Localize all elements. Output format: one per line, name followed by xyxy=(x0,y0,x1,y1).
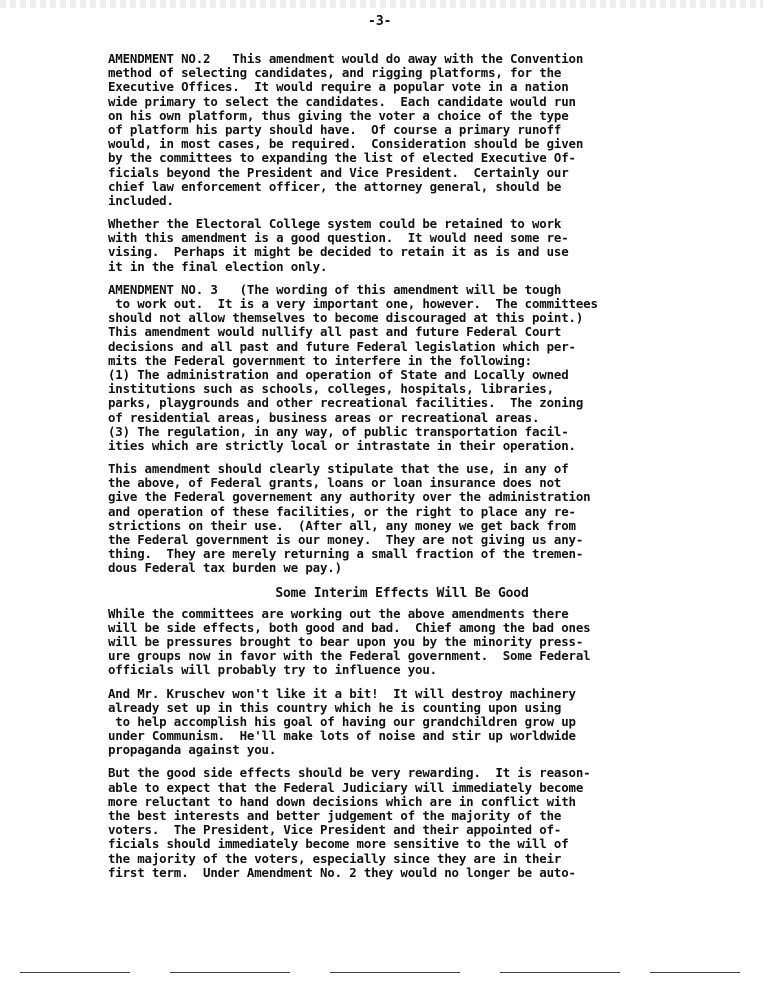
text-line: AMENDMENT NO. 3 (The wording of this amendment will be tough xyxy=(108,281,562,297)
text-line: by the committees to expanding the list of elected Executive Of- xyxy=(108,150,576,166)
paragraph xyxy=(108,462,696,576)
text-line: ities which are strictly local or intrastate in their operation. xyxy=(108,437,576,453)
text-line: parks, playgrounds and other recreational facilities. The zoning xyxy=(108,395,584,411)
text-line: thing. They are merely returning a small fraction of the tremen- xyxy=(108,546,584,562)
text-line: ficials beyond the President and Vice President. Certainly our xyxy=(108,164,569,180)
text-line: the best interests and better judgement of the majority of the xyxy=(108,808,562,823)
text-line: already set up in this country which he is counting upon using xyxy=(108,699,562,715)
text-line: the above, of Federal grants, loans or loan insurance does not xyxy=(108,475,562,491)
text-line: officials will probably try to influence you. xyxy=(108,662,437,678)
text-line: the majority of the voters, especially since they are in their xyxy=(108,850,562,866)
text-line: able to expect that the Federal Judiciary will immediately become xyxy=(108,779,584,795)
text-line: While the committees are working out the above amendments there xyxy=(108,605,569,621)
text-line: mits the Federal government to interfere in the following: xyxy=(108,352,532,368)
text-line: Executive Offices. It would require a popular vote in a nation xyxy=(108,79,569,95)
paragraph xyxy=(108,766,696,880)
text-line: This amendment would nullify all past and future Federal Court xyxy=(108,324,562,340)
text-line: (3) The regulation, in any way, of public transportation facil- xyxy=(108,423,569,439)
scan-edge-artifact xyxy=(0,0,763,8)
text-line: But the good side effects should be very rewarding. It is reason- xyxy=(108,765,591,781)
footer-rule xyxy=(650,972,740,973)
text-line: wide primary to select the candidates. Each candidate would run xyxy=(108,93,576,109)
text-line: This amendment should clearly stipulate that the use, in any of xyxy=(108,461,569,477)
paragraph xyxy=(108,283,696,453)
text-line: decisions and all past and future Federal legislation which per- xyxy=(108,338,576,354)
text-line: of residential areas, business areas or recreational areas. xyxy=(108,409,540,425)
text-line: ficials should immediately become more sensitive to the will of xyxy=(108,836,569,852)
text-line: should not allow themselves to become discouraged at this point.) xyxy=(108,310,584,326)
text-line: dous Federal tax burden we pay.) xyxy=(108,560,342,576)
text-line: first term. Under Amendment No. 2 they would no longer be auto- xyxy=(108,864,576,880)
footer-rule xyxy=(170,972,290,973)
text-line: to work out. It is a very important one, however. The committees xyxy=(108,296,598,311)
text-line: method of selecting candidates, and rigging platforms, for the xyxy=(108,65,562,81)
text-line: institutions such as schools, colleges, hospitals, libraries, xyxy=(108,381,554,397)
text-line: more reluctant to hand down decisions which are in conflict with xyxy=(108,793,576,809)
text-line: And Mr. Kruschev won't like it a bit! It will destroy machinery xyxy=(108,685,576,701)
page-number: -3- xyxy=(368,14,392,29)
footer-rule xyxy=(500,972,620,973)
text-line: of platform his party should have. Of course a primary runoff xyxy=(108,121,562,137)
footer-rule xyxy=(20,972,130,973)
text-line: give the Federal governement any authority over the administration xyxy=(108,489,591,505)
text-line: on his own platform, thus giving the voter a choice of the type xyxy=(108,107,569,123)
footer-rule xyxy=(330,972,460,973)
text-line: will be side effects, both good and bad. Chief among the bad ones xyxy=(108,619,591,635)
section-heading: Some Interim Effects Will Be Good xyxy=(275,585,529,601)
text-line: included. xyxy=(108,192,174,208)
text-line: chief law enforcement officer, the attorney general, should be xyxy=(108,178,562,194)
text-line: and operation of these facilities, or the right to place any re- xyxy=(108,503,576,519)
paragraph-spacer xyxy=(108,576,696,585)
paragraph xyxy=(108,687,696,758)
paragraph xyxy=(108,52,696,208)
text-line: it in the final election only. xyxy=(108,258,328,274)
text-line: to help accomplish his goal of having our grandchildren grow up xyxy=(108,713,576,729)
text-line: vising. Perhaps it might be decided to retain it as is and use xyxy=(108,244,569,260)
text-line: the Federal government is our money. They are not giving us any- xyxy=(108,532,584,547)
paragraph xyxy=(108,607,696,678)
text-line: propaganda against you. xyxy=(108,742,277,758)
text-line: strictions on their use. (After all, any money we get back from xyxy=(108,517,576,533)
text-line: ure groups now in favor with the Federal government. Some Federal xyxy=(108,648,591,664)
text-line: would, in most cases, be required. Consideration should be given xyxy=(108,136,584,152)
document-body xyxy=(108,52,696,880)
text-line: AMENDMENT NO.2 This amendment would do away with the Convention xyxy=(108,51,584,66)
text-line: voters. The President, Vice President and their appointed of- xyxy=(108,822,562,838)
text-line: Whether the Electoral College system could be retained to work xyxy=(108,216,562,232)
text-line: with this amendment is a good question. It would need some re- xyxy=(108,230,569,246)
text-line: under Communism. He'll make lots of noise and stir up worldwide xyxy=(108,728,576,744)
text-line: will be pressures brought to bear upon you by the minority press- xyxy=(108,633,584,649)
text-line: (1) The administration and operation of State and Locally owned xyxy=(108,366,569,382)
paragraph xyxy=(108,217,696,274)
